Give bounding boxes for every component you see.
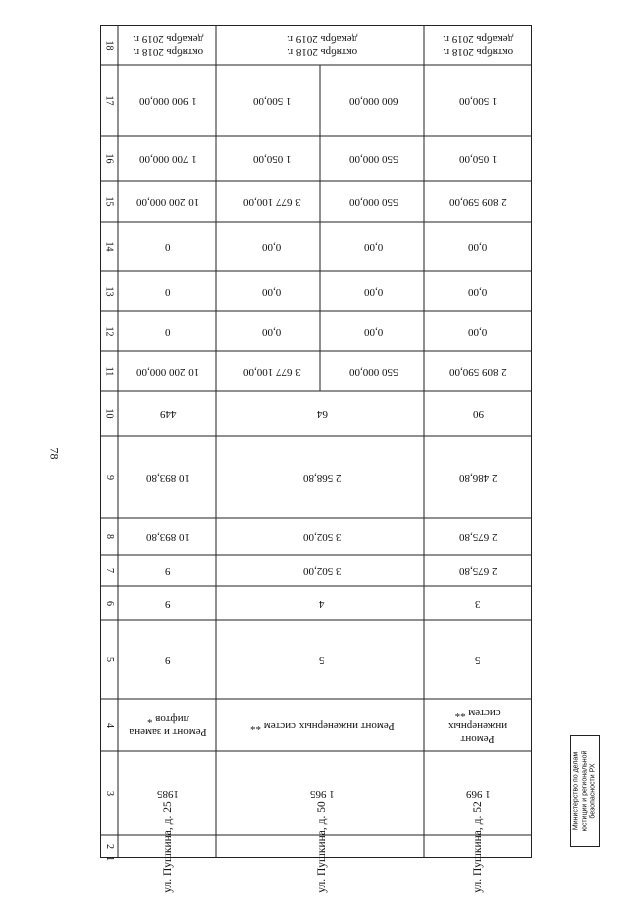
- r3-col3: 1 969: [465, 787, 491, 800]
- r2-col5: 5: [319, 654, 325, 666]
- col-number-12: 12: [103, 326, 115, 336]
- r2-col13b: 0,00: [262, 285, 282, 298]
- r2-col18: октябрь 2018 г. декабрь 2019 г.: [286, 33, 358, 58]
- col-number-18: 18: [103, 40, 115, 50]
- r2-col2: ул. Пушкина, д. 50: [316, 800, 328, 893]
- r2-col4: Ремонт инженерных систем **: [249, 719, 395, 732]
- r3-col17: 1 500,00: [458, 95, 498, 107]
- col-number-6: 6: [103, 600, 115, 606]
- r1-col4: Ремонт и замена лифтов *: [129, 713, 207, 738]
- stamp-line-3: безопасности РХ: [589, 763, 597, 819]
- r2-col16b: 1 050,00: [252, 153, 292, 165]
- repair-program-table: 18 17 16 15 14 13 12 11 10 9 8 7 6 5 4 3 2 1: [100, 25, 532, 858]
- r3-col2: ул. Пушкина, д. 52: [472, 800, 484, 893]
- r3-col14: 0,00: [468, 241, 488, 253]
- r2-col8: 3 502,00: [302, 531, 342, 543]
- r2-col16a: 550 000,00: [349, 153, 399, 165]
- col-number-2: 2: [103, 844, 115, 849]
- r1-col3: 1985: [157, 787, 179, 800]
- r1-col18: октябрь 2018 г. декабрь 2019 г.: [132, 33, 204, 58]
- col-number-11: 11: [103, 366, 115, 376]
- col-number-14: 14: [103, 241, 115, 252]
- stamp-line-2: юстиции и региональной: [580, 750, 588, 832]
- r3-col10: 90: [472, 408, 484, 420]
- col-number-10: 10: [103, 408, 115, 419]
- r2-col9: 2 568,80: [302, 471, 342, 484]
- col-number-4: 4: [103, 722, 115, 728]
- col-number-5: 5: [103, 657, 115, 662]
- r1-col5: 9: [165, 654, 171, 666]
- r1-col17: 1 900 000,00: [139, 95, 197, 107]
- r2-col10: 64: [316, 408, 328, 420]
- col-number-13: 13: [103, 286, 115, 296]
- r1-col2: ул. Пушкина, д. 25: [162, 800, 174, 893]
- r1-col9: 10 893,80: [146, 471, 190, 484]
- stamp-line-1: Министерство по делам: [572, 751, 580, 831]
- r2-col3: 1 965: [309, 787, 335, 800]
- r2-col14a: 0,00: [364, 241, 384, 253]
- page-number: 78: [47, 447, 62, 460]
- r1-col12: 0: [165, 325, 171, 338]
- col-number-16: 16: [103, 153, 115, 164]
- r2-col17a: 600 000,00: [349, 95, 399, 107]
- r3-col13: 0,00: [468, 285, 488, 298]
- r2-col6: 4: [319, 597, 325, 610]
- r2-col12b: 0,00: [262, 325, 282, 338]
- r1-col15: 10 200 000,00: [136, 196, 200, 208]
- r1-col8: 10 893,80: [146, 531, 190, 543]
- r2-col13a: 0,00: [364, 285, 384, 298]
- r1-col10: 449: [159, 408, 177, 420]
- r3-col15: 2 809 590,00: [449, 196, 507, 208]
- r2-col11a: 550 000,00: [349, 365, 399, 378]
- col-number-15: 15: [103, 196, 115, 207]
- r3-col8: 2 675,80: [458, 531, 498, 543]
- r2-col15b: 3 677 100,00: [243, 196, 301, 208]
- r1-col7: 9: [165, 565, 171, 577]
- r2-col14b: 0,00: [262, 241, 282, 253]
- r3-col11: 2 809 590,00: [449, 365, 507, 378]
- r1-col16: 1 700 000,00: [139, 153, 197, 165]
- r3-col18: октябрь 2018 г. декабрь 2019 г.: [442, 33, 514, 58]
- r2-col17b: 1 500,00: [252, 95, 292, 107]
- r3-col4: Ремонт инженерных систем **: [448, 706, 508, 745]
- r3-col16: 1 050,00: [458, 153, 498, 165]
- r2-col15a: 550 000,00: [349, 196, 399, 208]
- r3-col9: 2 486,80: [458, 471, 498, 484]
- r1-col13: 0: [165, 285, 171, 298]
- r2-col11b: 3 677 100,00: [243, 365, 301, 378]
- r2-col12a: 0,00: [364, 325, 384, 338]
- col-number-3: 3: [103, 790, 115, 796]
- r1-col14: 0: [165, 241, 171, 253]
- r3-col12: 0,00: [468, 325, 488, 338]
- r1-col6: 9: [165, 597, 171, 610]
- col-number-8: 8: [103, 534, 115, 539]
- col-number-9: 9: [103, 474, 115, 480]
- r3-col6: 3: [475, 597, 481, 610]
- r3-col5: 5: [475, 654, 481, 666]
- r2-col7: 3 502,00: [302, 565, 342, 577]
- col-number-7: 7: [103, 568, 115, 573]
- r3-col7: 2 675,80: [458, 565, 498, 577]
- col-number-17: 17: [103, 95, 115, 106]
- r1-col11: 10 200 000,00: [136, 365, 200, 378]
